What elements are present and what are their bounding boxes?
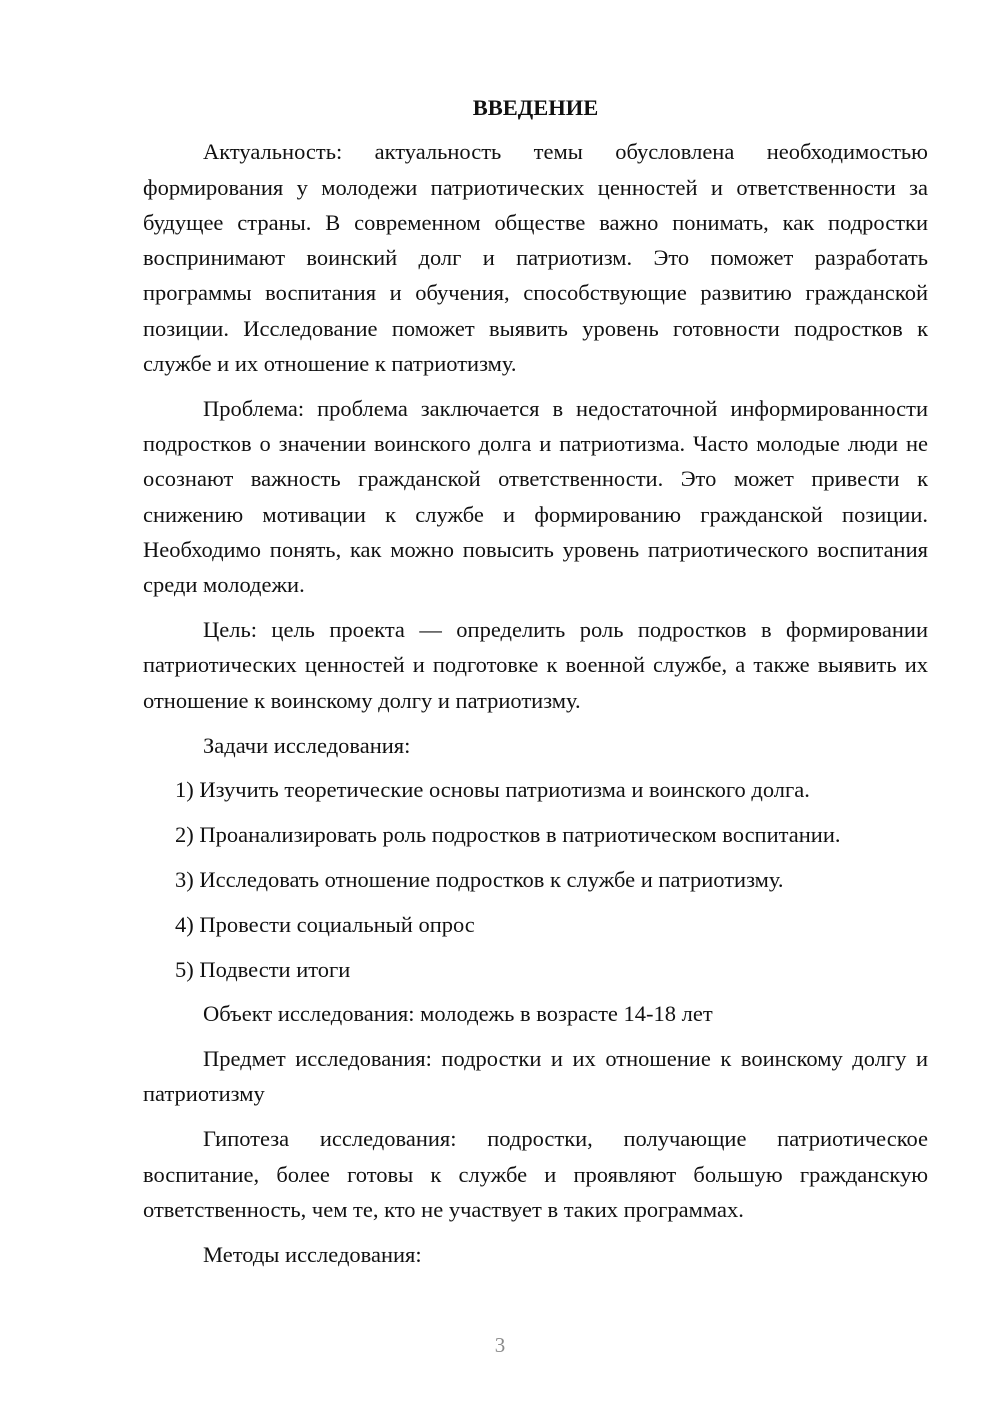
paragraph-methods: Методы исследования: bbox=[203, 1241, 422, 1267]
section-title: ВВЕДЕНИЕ bbox=[472, 95, 599, 120]
list-item: 1) Изучить теоретические основы патриотизма и воинского долга. bbox=[175, 777, 810, 803]
paragraph-goal: Цель: цель проекта — определить роль подростков в формировании патриотических ценностей и подготовке к военной службе, а также выявить их отношение к воинскому долгу и патриотизму. bbox=[143, 617, 928, 713]
paragraph-subject: Предмет исследования: подростки и их отношение к воинскому долгу и патриотизму bbox=[143, 1046, 928, 1107]
page-number: 3 bbox=[494, 1333, 506, 1357]
tasks-heading: Задачи исследования: bbox=[203, 732, 411, 758]
paragraph-hypothesis: Гипотеза исследования: подростки, получающие патриотическое воспитание, более готовы к службе и проявляют большую гражданскую ответственность, чем те, кто не участвует в таких программах. bbox=[143, 1126, 928, 1222]
paragraph-relevance: Актуальность: актуальность темы обусловлена необходимостью формирования у молодежи патриотических ценностей и ответственности за будущее страны. В современном обществе важно понимать, как подростки воспринимают воинский долг и патриотизм. Это поможет разработать программы воспитания и обучения, способствующие развитию гражданской позиции. Исследование поможет выявить уровень готовности подростков к службе и их отношение к патриотизму. bbox=[143, 139, 928, 377]
page-body bbox=[143, 90, 928, 1281]
list-item: 2) Проанализировать роль подростков в патриотическом воспитании. bbox=[175, 822, 841, 848]
list-item: 5) Подвести итоги bbox=[175, 956, 351, 982]
tasks-list bbox=[143, 772, 928, 986]
list-item: 4) Провести социальный опрос bbox=[175, 911, 475, 937]
list-item: 3) Исследовать отношение подростков к службе и патриотизму. bbox=[175, 866, 784, 892]
paragraph-problem: Проблема: проблема заключается в недостаточной информированности подростков о значении воинского долга и патриотизма. Часто молодые люди не осознают важность гражданской ответственности. Это может привести к снижению мотивации к службе и формированию гражданской позиции. Необходимо понять, как можно повысить уровень патриотического воспитания среди молодежи. bbox=[143, 395, 928, 598]
paragraph-object: Объект исследования: молодежь в возрасте 14-18 лет bbox=[203, 1001, 713, 1027]
